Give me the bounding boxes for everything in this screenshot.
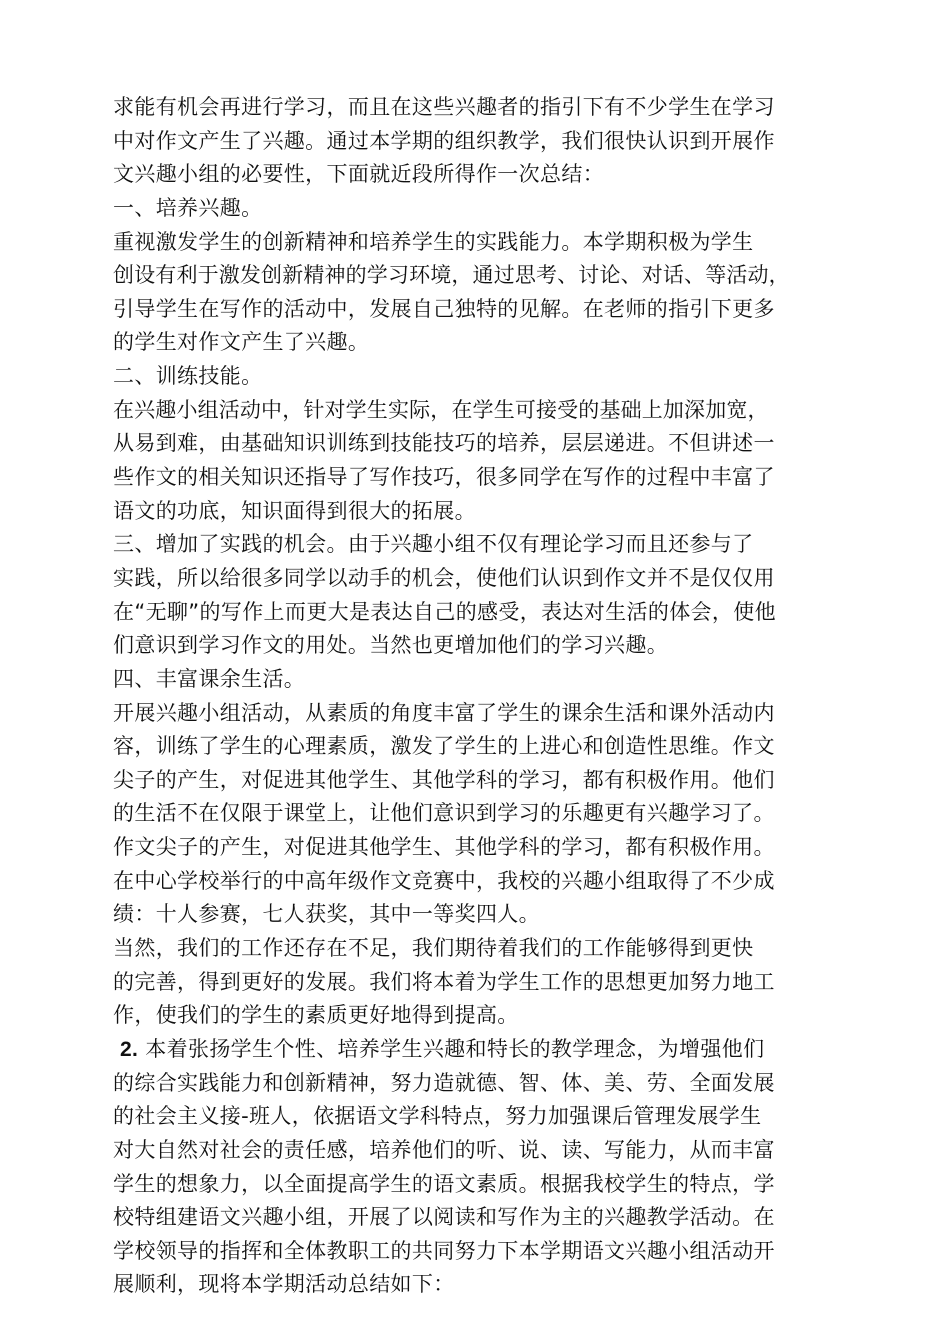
text-line: 尖子的产生，对促进其他学生、其他学科的学习，都有积极作用。他们	[113, 767, 775, 792]
section-number: 2.	[120, 1037, 139, 1061]
text-line: 些作文的相关知识还指导了写作技巧，很多同学在写作的过程中丰富了	[113, 465, 775, 490]
text-line: 作文尖子的产生，对促进其他学生、其他学科的学习，都有积极作用。	[113, 835, 775, 860]
text-line: 在“无聊”的写作上而更大是表达自己的感受，表达对生活的体会，使他	[113, 599, 776, 624]
text-line: 绩：十人参赛，七人获奖，其中一等奖四人。	[113, 902, 540, 927]
text-line: 的生活不在仅限于课堂上，让他们意识到学习的乐趣更有兴趣学习了。	[113, 801, 775, 826]
text-line: 本着张扬学生个性、培养学生兴趣和特长的教学理念，为增强他们	[145, 1036, 765, 1061]
text-line: 引导学生在写作的活动中，发展自己独特的见解。在老师的指引下更多	[113, 296, 775, 321]
text-line: 当然，我们的工作还存在不足，我们期待着我们的工作能够得到更快	[113, 936, 754, 961]
text-line: 的综合实践能力和创新精神，努力造就德、智、体、美、劳、全面发展	[113, 1070, 775, 1095]
text-line: 容，训练了学生的心理素质，激发了学生的上进心和创造性思维。作文	[113, 734, 775, 759]
text-line: 作，使我们的学生的素质更好地得到提高。	[113, 1003, 519, 1028]
text-line: 学生的想象力，以全面提高学生的语文素质。根据我校学生的特点，学	[113, 1171, 775, 1196]
numbered-paragraph-start	[113, 1033, 890, 1067]
text-line: 的学生对作文产生了兴趣。	[113, 330, 370, 355]
text-line: 语文的功底，知识面得到很大的拓展。	[113, 498, 476, 523]
text-line: 校特组建语文兴趣小组，开展了以阅读和写作为主的兴趣教学活动。在	[113, 1205, 775, 1230]
text-line: 求能有机会再进行学习，而且在这些兴趣者的指引下有不少学生在学习	[113, 95, 775, 119]
text-line: 的完善，得到更好的发展。我们将本着为学生工作的思想更加努力地工	[113, 969, 775, 994]
text-line: 从易到难，由基础知识训练到技能技巧的培养，层层递进。不但讲述一	[113, 431, 775, 456]
text-line: 中对作文产生了兴趣。通过本学期的组织教学，我们很快认识到开展作	[113, 128, 775, 153]
text-line: 在兴趣小组活动中，针对学生实际，在学生可接受的基础上加深加宽，	[113, 397, 769, 422]
text-line: 在中心学校举行的中高年级作文竞赛中，我校的兴趣小组取得了不少成	[113, 868, 775, 893]
text-line: 展顺利，现将本学期活动总结如下：	[113, 1272, 455, 1297]
section-heading: 一、培养兴趣。	[113, 195, 263, 220]
text-line: 对大自然对社会的责任感，培养他们的听、说、读、写能力，从而丰富	[113, 1137, 775, 1162]
text-line: 实践，所以给很多同学以动手的机会，使他们认识到作文并不是仅仅用	[113, 565, 775, 590]
text-line: 学校领导的指挥和全体教职工的共同努力下本学期语文兴趣小组活动开	[113, 1238, 775, 1263]
text-line: 创设有利于激发创新精神的学习环境，通过思考、讨论、对话、等活动，	[113, 263, 790, 288]
text-line: 重视激发学生的创新精神和培养学生的实践能力。本学期积极为学生	[113, 229, 754, 254]
text-line: 开展兴趣小组活动，从素质的角度丰富了学生的课余生活和课外活动内	[113, 700, 775, 725]
section-heading: 二、训练技能。	[113, 364, 263, 389]
text-line: 文兴趣小组的必要性，下面就近段所得作一次总结：	[113, 162, 605, 187]
text-line: 的社会主义接-班人，依据语文学科特点，努力加强课后管理发展学生	[113, 1104, 762, 1129]
section-heading: 四、丰富课余生活。	[113, 666, 306, 691]
section-heading: 三、增加了实践的机会。由于兴趣小组不仅有理论学习而且还参与了	[113, 532, 754, 557]
text-line: 们意识到学习作文的用处。当然也更增加他们的学习兴趣。	[113, 633, 669, 658]
